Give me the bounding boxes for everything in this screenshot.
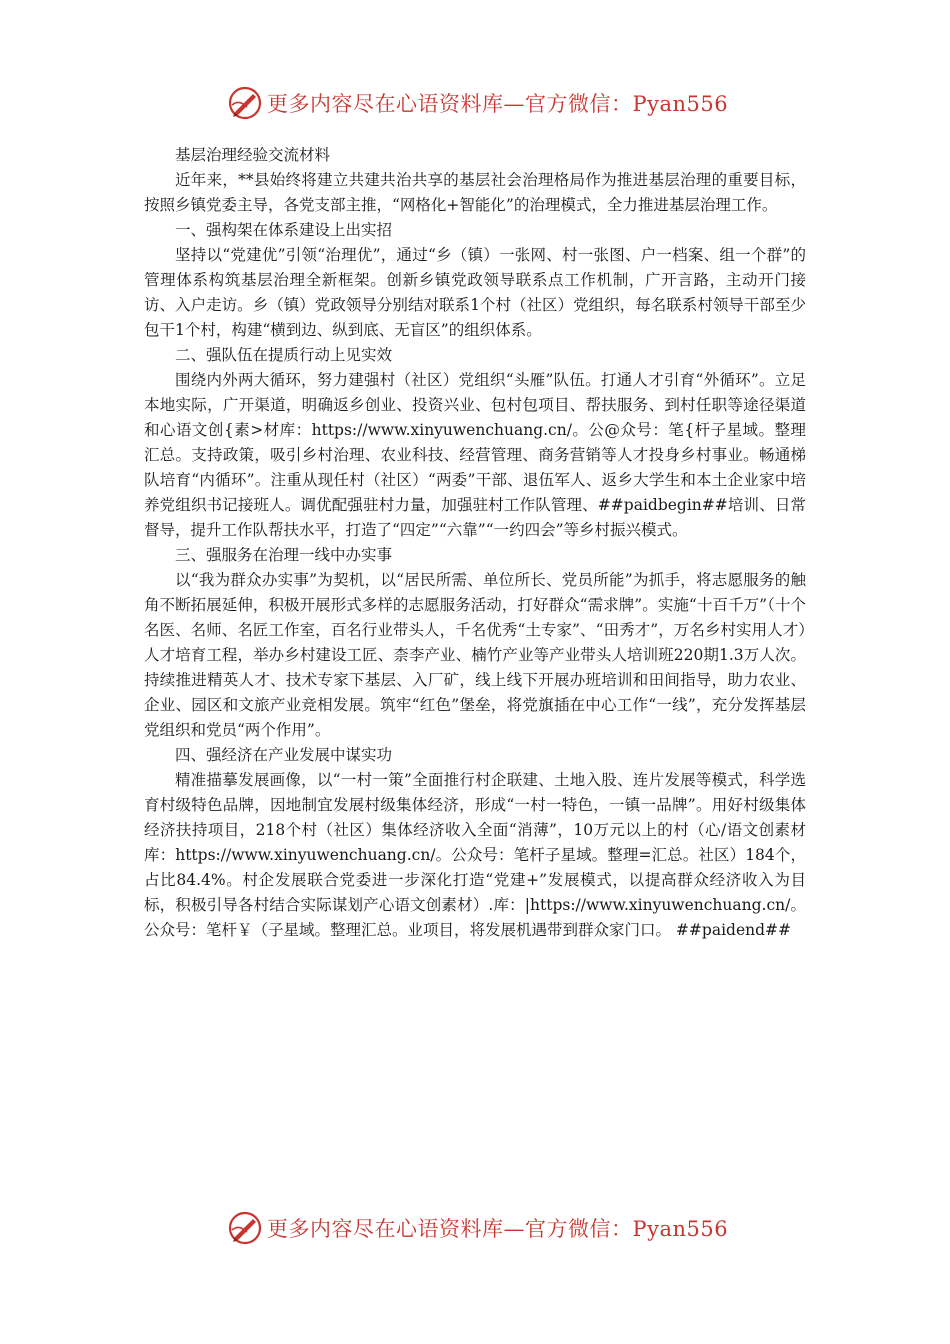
header-banner-text: 更多内容尽在心语资料库—官方微信：Pyan556 [267,92,729,116]
paragraph-section-1: 坚持以“党建优”引领“治理优”，通过“乡（镇）一张网、村一张图、户一档案、组一个群”的管理体系构筑基层治理全新框架。创新乡镇党政领导联系点工作机制，广开言路，主动开门接访、入户走访。乡（镇）党政领导分别结对联系1个村（社区）党组织，每名联系村领导干部至少包干1个村，构建“横到边、纵到底、无盲区”的组织体系。 [144,246,806,339]
footer-watermark-banner [227,1208,747,1248]
paragraph-section-4: 精准描摹发展画像，以“一村一策”全面推行村企联建、土地入股、连片发展等模式，科学选育村级特色品牌，因地制宜发展村级集体经济，形成“一村一特色，一镇一品牌”。用好村级集体经济扶持项目，218个村（社区）集体经济收入全面“消薄”，10万元以上的村（心/语文创素材库：https://www.xinyuwenchuang.cn/。公众号：笔杆子星域。整理=汇总。社区）184个，占比84.4%。村企发展联合党委进一步深化打造“党建+”发展模式，以提高群众经济收入为目标，积极引导各村结合实际谋划产心语文创素材）.库：|https://www.xinyuwenchuang.cn/。公众号：笔杆￥（子星域。整理汇总。业项目，将发展机遇带到群众家门口。 ##paidend## [144,771,806,939]
section-heading-4: 四、强经济在产业发展中谋实功 [175,746,393,764]
pen-logo-icon [227,85,263,121]
paragraph-intro: 近年来，**县始终将建立共建共治共享的基层社会治理格局作为推进基层治理的重要目标，按照乡镇党委主导，各党支部主推，“网格化+智能化”的治理模式，全力推进基层治理工作。 [144,171,806,214]
section-heading-1: 一、强构架在体系建设上出实招 [175,221,393,239]
section-heading-2: 二、强队伍在提质行动上见实效 [175,346,393,364]
pen-logo-icon [227,1210,263,1246]
paragraph-section-3: 以“我为群众办实事”为契机，以“居民所需、单位所长、党员所能”为抓手，将志愿服务的触角不断拓展延伸，积极开展形式多样的志愿服务活动，打好群众“需求牌”。实施“十百千万”（十个名医、名师、名匠工作室，百名行业带头人，千名优秀“土专家”、“田秀才”，万名乡村实用人才）人才培育工程，举办乡村建设工匠、柰李产业、楠竹产业等产业带头人培训班220期1.3万人次。持续推进精英人才、技术专家下基层、入厂矿，线上线下开展办班培训和田间指导，助力农业、企业、园区和文旅产业竞相发展。筑牢“红色”堡垒，将党旗插在中心工作“一线”，充分发挥基层党组织和党员“两个作用”。 [144,571,806,739]
document-title: 基层治理经验交流材料 [175,146,331,164]
footer-banner-text: 更多内容尽在心语资料库—官方微信：Pyan556 [267,1217,729,1241]
document-body [144,143,806,943]
header-watermark-banner [227,83,747,123]
paragraph-section-2: 围绕内外两大循环，努力建强村（社区）党组织“头雁”队伍。打通人才引育“外循环”。立足本地实际，广开渠道，明确返乡创业、投资兴业、包村包项目、帮扶服务、到村任职等途径渠道和心语文创{素>材库：https://www.xinyuwenchuang.cn/。公@众号：笔{杆子星域。整理汇总。支持政策，吸引乡村治理、农业科技、经营管理、商务营销等人才投身乡村事业。畅通梯队培育“内循环”。注重从现任村（社区）“两委”干部、退伍军人、返乡大学生和本土企业家中培养党组织书记接班人。调优配强驻村力量，加强驻村工作队管理、##paidbegin##培训、日常督导，提升工作队帮扶水平，打造了“四定”“六靠”“一约四会”等乡村振兴模式。 [144,371,806,539]
section-heading-3: 三、强服务在治理一线中办实事 [175,546,393,564]
